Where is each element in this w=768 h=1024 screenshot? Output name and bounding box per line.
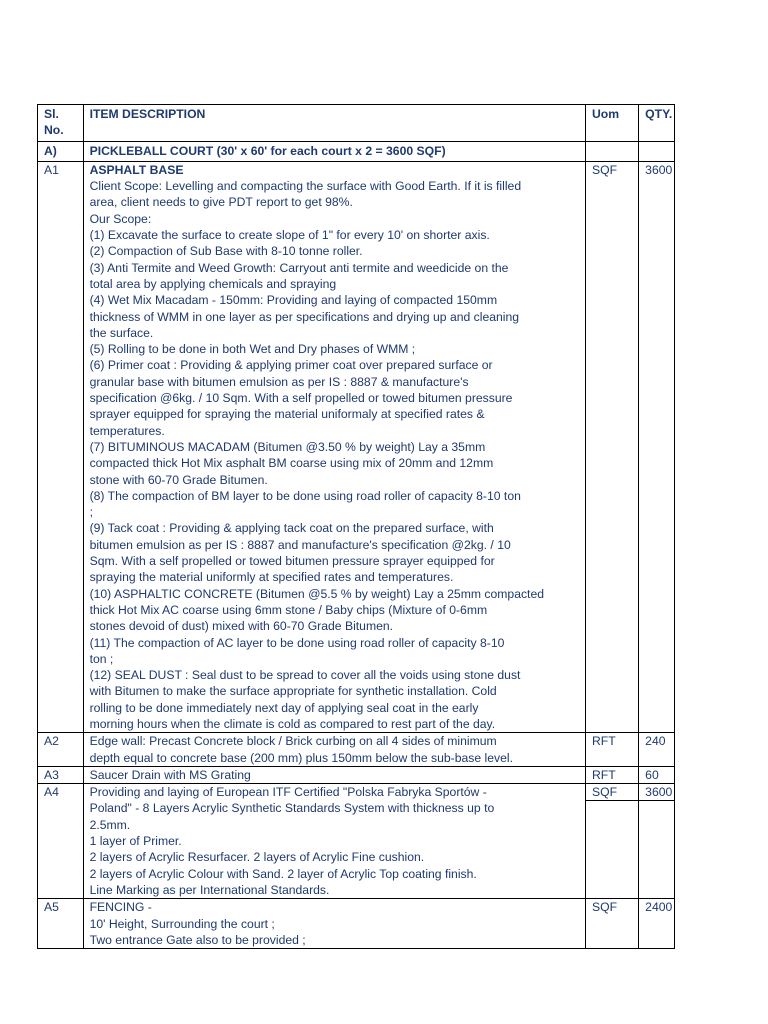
description-line: (3) Anti Termite and Weed Growth: Carryout anti termite and weedicide on the: [89, 260, 509, 275]
row-qty: 2400: [639, 899, 675, 949]
description-line: the surface.: [89, 325, 154, 340]
description-line: stone with 60-70 Grade Bitumen.: [89, 472, 268, 487]
description-line: Providing and laying of European ITF Certified "Polska Fabryka Sportów -: [89, 785, 487, 800]
row-uom: [586, 784, 639, 899]
row-description: [83, 733, 585, 767]
description-line: Two entrance Gate also to be provided ;: [89, 932, 306, 947]
description-line: 2 layers of Acrylic Colour with Sand. 2 layer of Acrylic Top coating finish.: [89, 866, 477, 881]
row-sl-no: A4: [38, 784, 84, 899]
row-sl-no: A2: [38, 733, 84, 767]
description-line: temperatures.: [89, 423, 165, 438]
description-line: Poland" - 8 Layers Acrylic Synthetic Standards System with thickness up to: [89, 801, 495, 816]
description-line: total area by applying chemicals and spraying: [89, 276, 337, 291]
description-line: thickness of WMM in one layer as per specifications and drying up and cleaning: [89, 309, 520, 324]
description-line: ;: [89, 505, 93, 520]
description-line: Saucer Drain with MS Grating: [89, 767, 251, 782]
description-lines: [90, 767, 580, 783]
row-uom: RFT: [586, 766, 639, 783]
description-line: (11) The compaction of AC layer to be done using road roller of capacity 8-10: [89, 635, 505, 650]
row-uom-value: SQF: [586, 784, 638, 801]
description-line: (4) Wet Mix Macadam - 150mm: Providing and laying of compacted 150mm: [89, 293, 498, 308]
description-line: 10' Height, Surrounding the court ;: [89, 916, 275, 931]
row-qty: 240: [639, 733, 675, 767]
description-line: (8) The compaction of BM layer to be done using road roller of capacity 8-10 ton: [89, 488, 521, 503]
description-lines: [90, 733, 580, 766]
section-qty: [639, 141, 675, 161]
description-line: depth equal to concrete base (200 mm) plus 150mm below the sub-base level.: [89, 750, 513, 765]
table-row: [38, 733, 675, 767]
description-line: Edge wall: Precast Concrete block / Brick curbing on all 4 sides of minimum: [89, 734, 497, 749]
row-qty: [639, 784, 675, 899]
header-sl-no: Sl. No.: [38, 105, 84, 142]
description-line: Sqm. With a self propelled or towed bitumen pressure sprayer equipped for: [89, 554, 495, 569]
description-line: (7) BITUMINOUS MACADAM (Bitumen @3.50 % by weight) Lay a 35mm: [89, 439, 486, 454]
row-qty-value: 3600: [639, 784, 674, 801]
row-sl-no: A5: [38, 899, 84, 949]
description-line: (9) Tack coat : Providing & applying tack coat on the prepared surface, with: [89, 521, 494, 536]
description-lines: [90, 899, 580, 948]
description-line: Client Scope: Levelling and compacting the surface with Good Earth. If it is filled: [89, 179, 522, 194]
section-row: [38, 141, 675, 161]
description-line: 1 layer of Primer.: [89, 834, 182, 849]
description-line: spraying the material uniformly at specified rates and temperatures.: [89, 570, 454, 585]
row-qty: 3600: [639, 161, 675, 732]
description-line: area, client needs to give PDT report to get 98%.: [89, 195, 353, 210]
description-line: 2.5mm.: [89, 817, 131, 832]
table-row: [38, 784, 675, 899]
description-line: (12) SEAL DUST : Seal dust to be spread to cover all the voids using stone dust: [89, 668, 521, 683]
header-uom: Uom: [586, 105, 639, 142]
description-line: (1) Excavate the surface to create slope of 1" for every 10' on shorter axis.: [89, 228, 490, 243]
section-sl-no: A): [38, 141, 84, 161]
table-row: [38, 899, 675, 949]
description-line: ton ;: [89, 651, 114, 666]
section-title: PICKLEBALL COURT (30' x 60' for each court x 2 = 3600 SQF): [83, 141, 585, 161]
row-description: [83, 766, 585, 783]
description-line: bitumen emulsion as per IS : 8887 and manufacture's specification @2kg. / 10: [89, 537, 511, 552]
description-line: thick Hot Mix AC coarse using 6mm stone / Baby chips (Mixture of 0-6mm: [89, 602, 488, 617]
description-line: stones devoid of dust) mixed with 60-70 Grade Bitumen.: [89, 619, 394, 634]
description-line: (6) Primer coat : Providing & applying primer coat over prepared surface or: [89, 358, 493, 373]
description-line: (5) Rolling to be done in both Wet and Dry phases of WMM ;: [89, 342, 416, 357]
table-row: [38, 766, 675, 783]
row-description: [83, 784, 585, 899]
row-sl-no: A1: [38, 161, 84, 732]
description-line: Line Marking as per International Standards.: [89, 882, 330, 897]
description-lines: [90, 784, 580, 898]
row-description: [83, 899, 585, 949]
row-qty: 60: [639, 766, 675, 783]
description-line: granular base with bitumen emulsion as per IS : 8887 & manufacture's: [89, 374, 469, 389]
row-sl-no: A3: [38, 766, 84, 783]
header-qty: QTY.: [639, 105, 675, 142]
description-line: Our Scope:: [89, 211, 152, 226]
row-uom: RFT: [586, 733, 639, 767]
section-uom: [586, 141, 639, 161]
description-line: sprayer equipped for spraying the material uniformaly at specified rates &: [89, 407, 485, 422]
bill-of-quantities-table: [37, 104, 675, 949]
header-item-description: ITEM DESCRIPTION: [83, 105, 585, 142]
description-line: 2 layers of Acrylic Resurfacer. 2 layers of Acrylic Fine cushion.: [89, 850, 425, 865]
row-uom: SQF: [586, 161, 639, 732]
row-title: ASPHALT BASE: [89, 162, 184, 177]
description-line: with Bitumen to make the surface appropriate for synthetic installation. Cold: [89, 684, 497, 699]
description-line: (2) Compaction of Sub Base with 8-10 tonne roller.: [89, 244, 363, 259]
description-line: FENCING -: [89, 900, 152, 915]
table-row: [38, 161, 675, 732]
description-line: morning hours when the climate is cold as compared to rest part of the day.: [89, 716, 496, 731]
description-line: (10) ASPHALTIC CONCRETE (Bitumen @5.5 % by weight) Lay a 25mm compacted: [89, 586, 545, 601]
row-uom: SQF: [586, 899, 639, 949]
description-line: compacted thick Hot Mix asphalt BM coarse using mix of 20mm and 12mm: [89, 456, 494, 471]
row-description: [83, 161, 585, 732]
description-lines: [90, 178, 580, 732]
table-header-row: [38, 105, 675, 142]
description-line: specification @6kg. / 10 Sqm. With a self propelled or towed bitumen pressure: [89, 391, 513, 406]
description-line: rolling to be done immediately next day of applying seal coat in the early: [89, 700, 479, 715]
